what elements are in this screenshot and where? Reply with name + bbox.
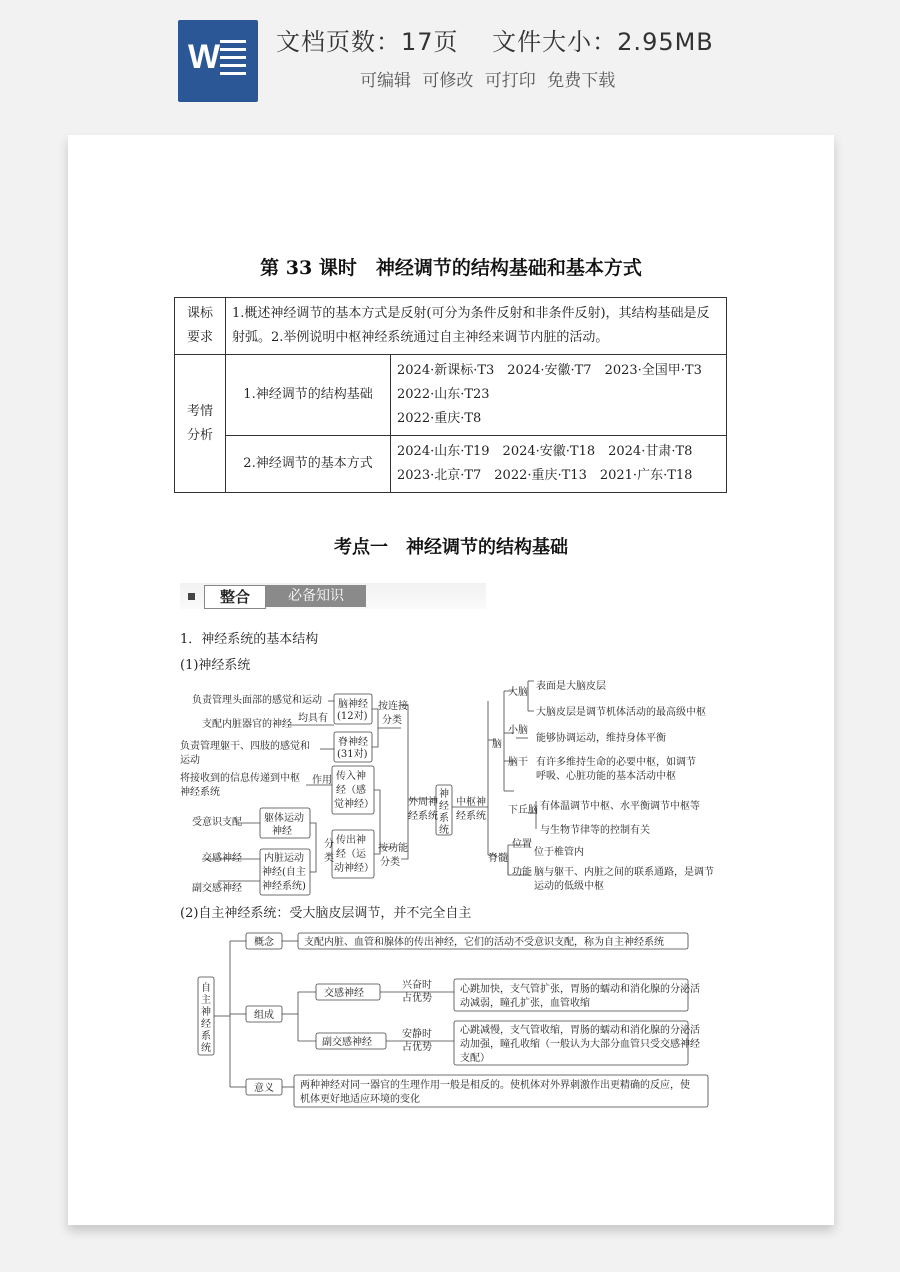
- label-text: 按连接: [378, 701, 408, 712]
- item-subheading: (2)自主神经系统：受大脑皮层调节，并不完全自主: [180, 906, 472, 921]
- label-text: 分: [324, 839, 334, 850]
- label-text: 受意识支配: [192, 817, 242, 828]
- box-text: 心跳减慢，支气管收缩，胃肠的蠕动和消化腺的分泌活: [460, 1025, 700, 1036]
- exam-line: 2022·重庆·T8: [397, 411, 482, 426]
- box-text: 觉神经）: [334, 799, 374, 810]
- file-features: 可编辑 可修改 可打印 免费下载: [360, 71, 616, 91]
- label-text: 脑: [492, 739, 502, 750]
- box-text: 意义: [254, 1083, 274, 1094]
- label-text: 中枢神: [456, 797, 486, 808]
- box-text: 心跳加快，支气管扩张，胃肠的蠕动和消化腺的分泌活: [460, 984, 700, 995]
- box-text: 两种神经对同一器官的生理作用一般是相反的。使机体对外界刺激作出更精确的反应，使: [300, 1080, 690, 1091]
- box-text: 神: [439, 789, 449, 800]
- banner-label: 整合: [204, 585, 266, 609]
- label-text: 作用: [312, 775, 332, 786]
- label-text: 均具有: [298, 713, 328, 724]
- box-text: 统: [201, 1043, 211, 1054]
- download-header: [0, 0, 900, 120]
- box-text: 动神经）: [334, 863, 374, 874]
- label-text: 安静时: [402, 1029, 432, 1040]
- autonomic-system-diagram: [68, 135, 834, 1225]
- box-text: 内脏运动: [264, 853, 304, 864]
- label-text: 按功能: [378, 843, 408, 854]
- label-text: 大脑: [508, 687, 528, 698]
- label-text: 有体温调节中枢、水平衡调节中枢等: [540, 801, 700, 812]
- row-head-analysis: 考情分析: [175, 355, 226, 493]
- box-text: 神经(自主: [262, 867, 306, 878]
- label-text: 能够协调运动，维持身体平衡: [536, 733, 666, 744]
- box-text: 支配）: [460, 1053, 490, 1064]
- exam-line: 2024·新课标·T3 2024·安徽·T7 2023·全国甲·T3: [397, 363, 702, 378]
- box-text: 经: [439, 801, 449, 812]
- item-heading: 1．神经系统的基本结构: [180, 632, 319, 647]
- box-text: 统: [439, 825, 449, 836]
- label-text: 分类: [380, 857, 400, 868]
- label-text: 兴奋时: [402, 980, 432, 991]
- topic-method: 2.神经调节的基本方式: [226, 436, 391, 493]
- box-text: (12对): [337, 711, 368, 722]
- item-subheading: (1)神经系统: [180, 658, 251, 673]
- document-lines-icon: [220, 40, 246, 82]
- label-text: 分类: [382, 715, 402, 726]
- label-text: 与生物节律等的控制有关: [540, 825, 650, 836]
- label-text: 负责管理躯干、四肢的感觉和: [180, 741, 310, 752]
- exam-line: 2023·北京·T7 2022·重庆·T13 2021·广东·T18: [397, 468, 693, 483]
- label-text: 位于椎管内: [534, 847, 584, 858]
- label-text: 位置: [512, 839, 532, 850]
- label-text: 支配内脏器官的神经: [202, 719, 292, 730]
- label-text: 副交感神经: [192, 883, 242, 894]
- box-text: 机体更好地适应环境的变化: [300, 1094, 420, 1105]
- row-head-standard: 课标要求: [175, 298, 226, 355]
- label-text: 运动的低级中枢: [534, 881, 604, 892]
- label-text: 经系统: [456, 811, 486, 822]
- box-text: 经（运: [336, 849, 366, 860]
- box-text: 系: [439, 813, 449, 824]
- box-text: 组成: [254, 1010, 274, 1021]
- label-text: 占优势: [402, 993, 432, 1004]
- label-text: 类: [324, 853, 334, 864]
- box-text: 动减弱，瞳孔扩张，血管收缩: [460, 998, 590, 1009]
- box-text: 经（感: [336, 785, 366, 796]
- word-document-icon: [178, 20, 258, 102]
- label-text: 神经系统: [180, 787, 220, 798]
- label-text: 小脑: [508, 725, 528, 736]
- topic-structure: 1.神经调节的结构基础: [226, 355, 391, 436]
- box-text: (31对): [337, 749, 368, 760]
- box-text: 副交感神经: [322, 1037, 372, 1048]
- label-text: 表面是大脑皮层: [536, 681, 606, 692]
- label-text: 占优势: [402, 1042, 432, 1053]
- box-text: 概念: [254, 937, 274, 948]
- exam-line: 2022·山东·T23: [397, 387, 490, 402]
- label-text: 呼吸、心脏功能的基本活动中枢: [536, 771, 676, 782]
- label-text: 运动: [180, 755, 200, 766]
- box-text: 脊神经: [338, 737, 368, 748]
- label-text: 将接收到的信息传递到中枢: [180, 773, 300, 784]
- box-text: 主: [201, 995, 211, 1006]
- standard-text: 1.概述神经调节的基本方式是反射(可分为条件反射和非条件反射)，其结构基础是反射弧。2.举例说明中枢神经系统通过自主神经来调节内脏的活动。: [226, 298, 727, 355]
- label-text: 大脑皮层是调节机体活动的最高级中枢: [536, 707, 706, 718]
- label-text: 经系统: [408, 811, 438, 822]
- lesson-title: 第 33 课时 神经调节的结构基础和基本方式: [260, 257, 642, 279]
- box-text: 神经系统): [262, 881, 306, 892]
- section-title: 考点一 神经调节的结构基础: [334, 537, 568, 558]
- box-text: 传出神: [336, 835, 366, 846]
- box-text: 动加强，瞳孔收缩（一般认为大部分血管只受交感神经: [460, 1039, 700, 1050]
- box-text: 神经: [272, 826, 292, 837]
- box-text: 自: [201, 983, 211, 994]
- exam-line: 2024·山东·T19 2024·安徽·T18 2024·甘肃·T8: [397, 444, 693, 459]
- box-text: 支配内脏、血管和腺体的传出神经，它们的活动不受意识支配，称为自主神经系统: [304, 937, 664, 948]
- label-text: 脑与躯干、内脏之间的联系通路，是调节: [534, 867, 714, 878]
- box-text: 交感神经: [324, 988, 364, 999]
- document-page: [68, 135, 834, 1225]
- label-text: 功能: [512, 867, 532, 878]
- label-text: 外周神: [408, 797, 438, 808]
- label-text: 下丘脑: [508, 805, 538, 816]
- box-text: 经: [201, 1019, 211, 1030]
- label-text: 有许多维持生命的必要中枢，如调节: [536, 757, 696, 768]
- label-text: 脑干: [508, 757, 528, 768]
- banner-tag: 必备知识: [266, 585, 366, 607]
- box-text: 躯体运动: [264, 813, 304, 824]
- label-text: 负责管理头面部的感觉和运动: [192, 695, 322, 706]
- label-text: 脊髓: [488, 853, 508, 864]
- word-icon-letter: W: [188, 38, 221, 76]
- box-text: 传入神: [336, 771, 366, 782]
- label-text: 交感神经: [202, 853, 242, 864]
- box-text: 神: [201, 1007, 211, 1018]
- box-text: 系: [201, 1031, 211, 1042]
- file-info-title: 文档页数：17页 文件大小：2.95MB: [276, 28, 714, 56]
- box-text: 脑神经: [338, 699, 368, 710]
